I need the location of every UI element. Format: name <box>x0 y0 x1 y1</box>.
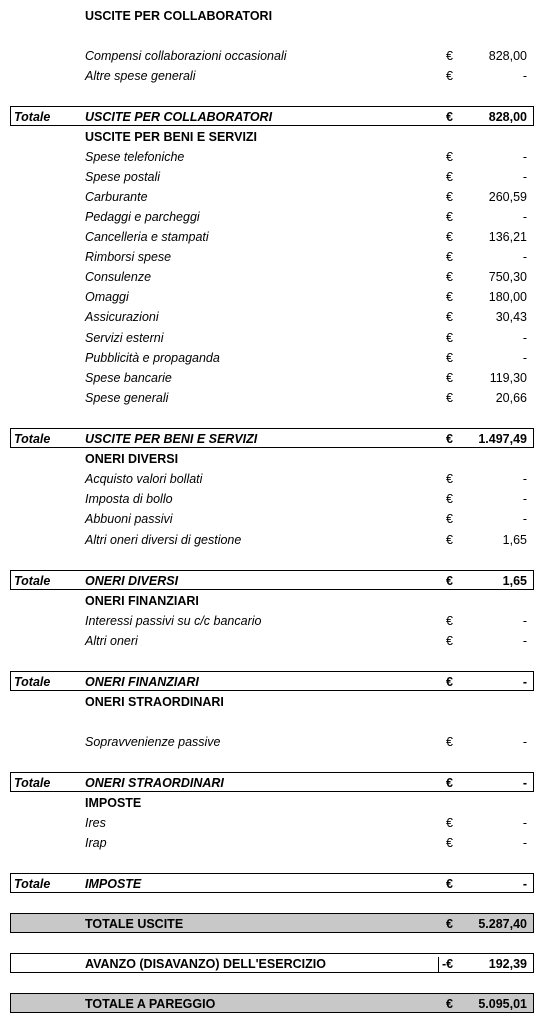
total-tag: Totale <box>14 110 51 124</box>
currency-symbol: € <box>446 614 453 628</box>
row-label: Sopravvenienze passive <box>85 735 221 749</box>
currency-symbol: € <box>446 675 453 689</box>
table-row <box>0 732 544 752</box>
currency-symbol: € <box>446 735 453 749</box>
row-amount: - <box>522 614 527 628</box>
row-amount: 136,21 <box>488 230 527 244</box>
row-label: Pedaggi e parcheggi <box>85 210 200 224</box>
summary-amount: 5.287,40 <box>478 917 527 931</box>
row-amount: - <box>522 210 527 224</box>
row-label: Consulenze <box>85 270 152 284</box>
row-amount: 180,00 <box>488 290 527 304</box>
row-label: Spese postali <box>85 170 161 184</box>
table-row <box>0 833 544 853</box>
currency-symbol: € <box>446 351 453 365</box>
row-label: Altri oneri diversi di gestione <box>85 533 242 547</box>
currency-symbol: € <box>446 776 453 790</box>
row-amount: 1,65 <box>502 533 527 547</box>
currency-symbol: € <box>446 512 453 526</box>
row-amount: 20,66 <box>495 391 527 405</box>
table-row <box>0 348 544 368</box>
section-heading-beni-servizi <box>0 127 544 147</box>
currency-symbol: € <box>446 69 453 83</box>
section-title: ONERI DIVERSI <box>85 452 179 466</box>
section-title: USCITE PER BENI E SERVIZI <box>85 130 258 144</box>
currency-symbol: € <box>446 391 453 405</box>
currency-symbol: € <box>446 432 453 446</box>
currency-symbol: € <box>446 917 453 931</box>
row-label: Interessi passivi su c/c bancario <box>85 614 262 628</box>
section-heading-collaboratori <box>0 6 544 26</box>
table-row <box>0 530 544 550</box>
row-amount: - <box>522 836 527 850</box>
row-label: Assicurazioni <box>85 310 159 324</box>
total-label: IMPOSTE <box>85 877 142 891</box>
table-row <box>0 489 544 509</box>
currency-symbol: € <box>446 110 453 124</box>
row-label: Acquisto valori bollati <box>85 472 203 486</box>
row-amount: - <box>522 351 527 365</box>
currency-symbol: € <box>446 533 453 547</box>
section-heading-imposte <box>0 793 544 813</box>
total-row-beni-servizi <box>10 428 534 448</box>
currency-symbol: € <box>446 492 453 506</box>
table-row <box>0 46 544 66</box>
table-row <box>0 631 544 651</box>
currency-symbol: € <box>446 150 453 164</box>
currency-symbol: € <box>446 190 453 204</box>
summary-label: AVANZO (DISAVANZO) DELL'ESERCIZIO <box>85 957 326 971</box>
currency-symbol: € <box>446 836 453 850</box>
currency-symbol: € <box>446 270 453 284</box>
row-amount: 260,59 <box>488 190 527 204</box>
section-heading-oneri-diversi <box>0 449 544 469</box>
row-label: Carburante <box>85 190 148 204</box>
row-label: Omaggi <box>85 290 129 304</box>
table-row <box>0 147 544 167</box>
row-amount: - <box>522 816 527 830</box>
currency-symbol: € <box>446 49 453 63</box>
currency-symbol: € <box>446 310 453 324</box>
summary-amount: 5.095,01 <box>478 997 527 1011</box>
total-amount: - <box>522 675 527 689</box>
currency-symbol: -€ <box>442 957 454 971</box>
row-amount: - <box>522 331 527 345</box>
currency-symbol: € <box>446 230 453 244</box>
row-label: Cancelleria e stampati <box>85 230 209 244</box>
total-amount: 828,00 <box>488 110 527 124</box>
total-row-oneri-diversi <box>10 570 534 590</box>
row-amount: 828,00 <box>488 49 527 63</box>
total-label: USCITE PER COLLABORATORI <box>85 110 273 124</box>
total-label: ONERI FINANZIARI <box>85 675 199 689</box>
total-amount: 1.497,49 <box>478 432 527 446</box>
row-amount: 750,30 <box>488 270 527 284</box>
section-title: IMPOSTE <box>85 796 142 810</box>
totale-uscite-row <box>10 913 534 933</box>
currency-symbol: € <box>446 331 453 345</box>
total-label: USCITE PER BENI E SERVIZI <box>85 432 258 446</box>
total-amount: - <box>522 776 527 790</box>
row-amount: - <box>522 170 527 184</box>
table-row <box>0 267 544 287</box>
section-title: USCITE PER COLLABORATORI <box>85 9 273 23</box>
summary-amount: 192,39 <box>488 957 527 971</box>
row-label: Pubblicità e propaganda <box>85 351 220 365</box>
cell-divider <box>438 957 439 973</box>
row-amount: 30,43 <box>495 310 527 324</box>
row-label: Ires <box>85 816 106 830</box>
currency-symbol: € <box>446 816 453 830</box>
section-heading-oneri-finanziari <box>0 591 544 611</box>
total-row-oneri-straordinari <box>10 772 534 792</box>
currency-symbol: € <box>446 290 453 304</box>
table-row <box>0 509 544 529</box>
table-row <box>0 388 544 408</box>
total-tag: Totale <box>14 574 51 588</box>
currency-symbol: € <box>446 997 453 1011</box>
total-amount: 1,65 <box>502 574 527 588</box>
total-tag: Totale <box>14 877 51 891</box>
total-row-oneri-finanziari <box>10 671 534 691</box>
table-row <box>0 66 544 86</box>
total-row-imposte <box>10 873 534 893</box>
row-label: Irap <box>85 836 107 850</box>
table-row <box>0 207 544 227</box>
row-label: Compensi collaborazioni occasionali <box>85 49 287 63</box>
row-amount: - <box>522 735 527 749</box>
total-row-collaboratori <box>10 106 534 126</box>
total-amount: - <box>522 877 527 891</box>
row-amount: - <box>522 492 527 506</box>
currency-symbol: € <box>446 170 453 184</box>
total-tag: Totale <box>14 432 51 446</box>
currency-symbol: € <box>446 634 453 648</box>
table-row <box>0 167 544 187</box>
total-tag: Totale <box>14 776 51 790</box>
row-amount: - <box>522 150 527 164</box>
summary-label: TOTALE USCITE <box>85 917 184 931</box>
row-label: Spese telefoniche <box>85 150 185 164</box>
summary-label: TOTALE A PAREGGIO <box>85 997 216 1011</box>
row-amount: - <box>522 250 527 264</box>
row-amount: - <box>522 472 527 486</box>
currency-symbol: € <box>446 877 453 891</box>
currency-symbol: € <box>446 210 453 224</box>
currency-symbol: € <box>446 250 453 264</box>
row-label: Abbuoni passivi <box>85 512 173 526</box>
row-label: Altre spese generali <box>85 69 196 83</box>
total-label: ONERI STRAORDINARI <box>85 776 224 790</box>
table-row <box>0 307 544 327</box>
row-label: Servizi esterni <box>85 331 164 345</box>
currency-symbol: € <box>446 574 453 588</box>
row-label: Spese generali <box>85 391 169 405</box>
table-row <box>0 247 544 267</box>
table-row <box>0 328 544 348</box>
avanzo-row <box>10 953 534 973</box>
currency-symbol: € <box>446 472 453 486</box>
total-tag: Totale <box>14 675 51 689</box>
table-row <box>0 368 544 388</box>
section-title: ONERI STRAORDINARI <box>85 695 224 709</box>
table-row <box>0 813 544 833</box>
total-label: ONERI DIVERSI <box>85 574 179 588</box>
table-row <box>0 469 544 489</box>
totale-pareggio-row <box>10 993 534 1013</box>
table-row <box>0 287 544 307</box>
row-amount: - <box>522 634 527 648</box>
row-label: Altri oneri <box>85 634 138 648</box>
row-amount: 119,30 <box>489 371 527 385</box>
table-row <box>0 187 544 207</box>
row-amount: - <box>522 69 527 83</box>
section-heading-oneri-straordinari <box>0 692 544 712</box>
table-row <box>0 227 544 247</box>
table-row <box>0 611 544 631</box>
row-label: Imposta di bollo <box>85 492 173 506</box>
currency-symbol: € <box>446 371 453 385</box>
section-title: ONERI FINANZIARI <box>85 594 199 608</box>
row-amount: - <box>522 512 527 526</box>
row-label: Spese bancarie <box>85 371 172 385</box>
row-label: Rimborsi spese <box>85 250 172 264</box>
